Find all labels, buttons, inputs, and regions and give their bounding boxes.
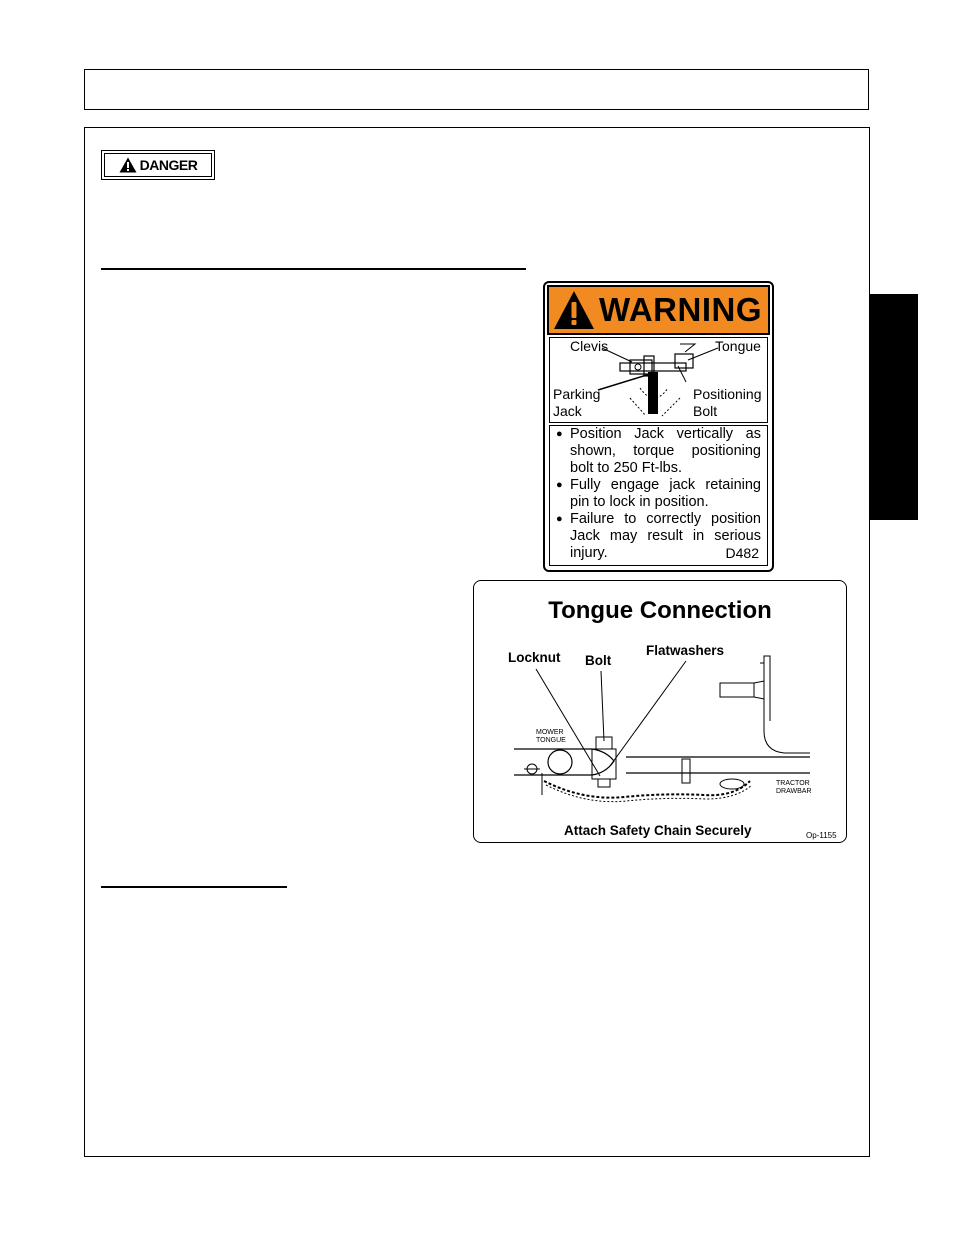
tongue-connection-caption: Attach Safety Chain Securely	[564, 823, 752, 838]
tractor-drawbar-label: TRACTOR DRAWBAR	[776, 780, 812, 795]
warning-triangle-icon	[553, 290, 595, 330]
tongue-connection-figure	[473, 580, 847, 843]
locknut-label: Locknut	[508, 650, 561, 665]
figure-code: Op-1155	[806, 831, 837, 840]
decal-code: D482	[725, 545, 759, 561]
mower-tongue-label: MOWER TONGUE	[536, 729, 566, 744]
tongue-connection-drawing	[474, 581, 848, 844]
instruction-item: ● Position Jack vertically as shown, torque positioning bolt to 250 Ft-lbs.	[556, 426, 761, 476]
bolt-label: Bolt	[585, 653, 612, 668]
instruction-item: ● Fully engage jack retaining pin to lock in position.	[556, 477, 761, 510]
positioning-bolt-label: Positioning Bolt	[693, 386, 762, 419]
instruction-item: ● Failure to correctly position Jack may result in serious injury.	[556, 511, 761, 561]
section-side-tab	[870, 294, 918, 520]
hazard-triangle-icon	[119, 157, 137, 173]
clevis-label: Clevis	[570, 338, 609, 354]
danger-badge	[101, 150, 215, 180]
tongue-label: Tongue	[715, 338, 761, 354]
flatwashers-label: Flatwashers	[646, 643, 725, 658]
warning-instructions	[549, 425, 768, 566]
danger-label: DANGER	[139, 157, 198, 173]
warning-title: WARNING	[599, 291, 762, 328]
page-header-box	[84, 69, 869, 110]
jack-diagram	[549, 337, 768, 423]
warning-decal-header	[547, 285, 770, 335]
parking-jack-label: Parking Jack	[553, 386, 601, 419]
warning-decal	[543, 281, 774, 572]
section-heading-rule-2	[101, 886, 287, 888]
section-heading-rule	[101, 268, 526, 270]
tongue-connection-title: Tongue Connection	[548, 597, 772, 624]
